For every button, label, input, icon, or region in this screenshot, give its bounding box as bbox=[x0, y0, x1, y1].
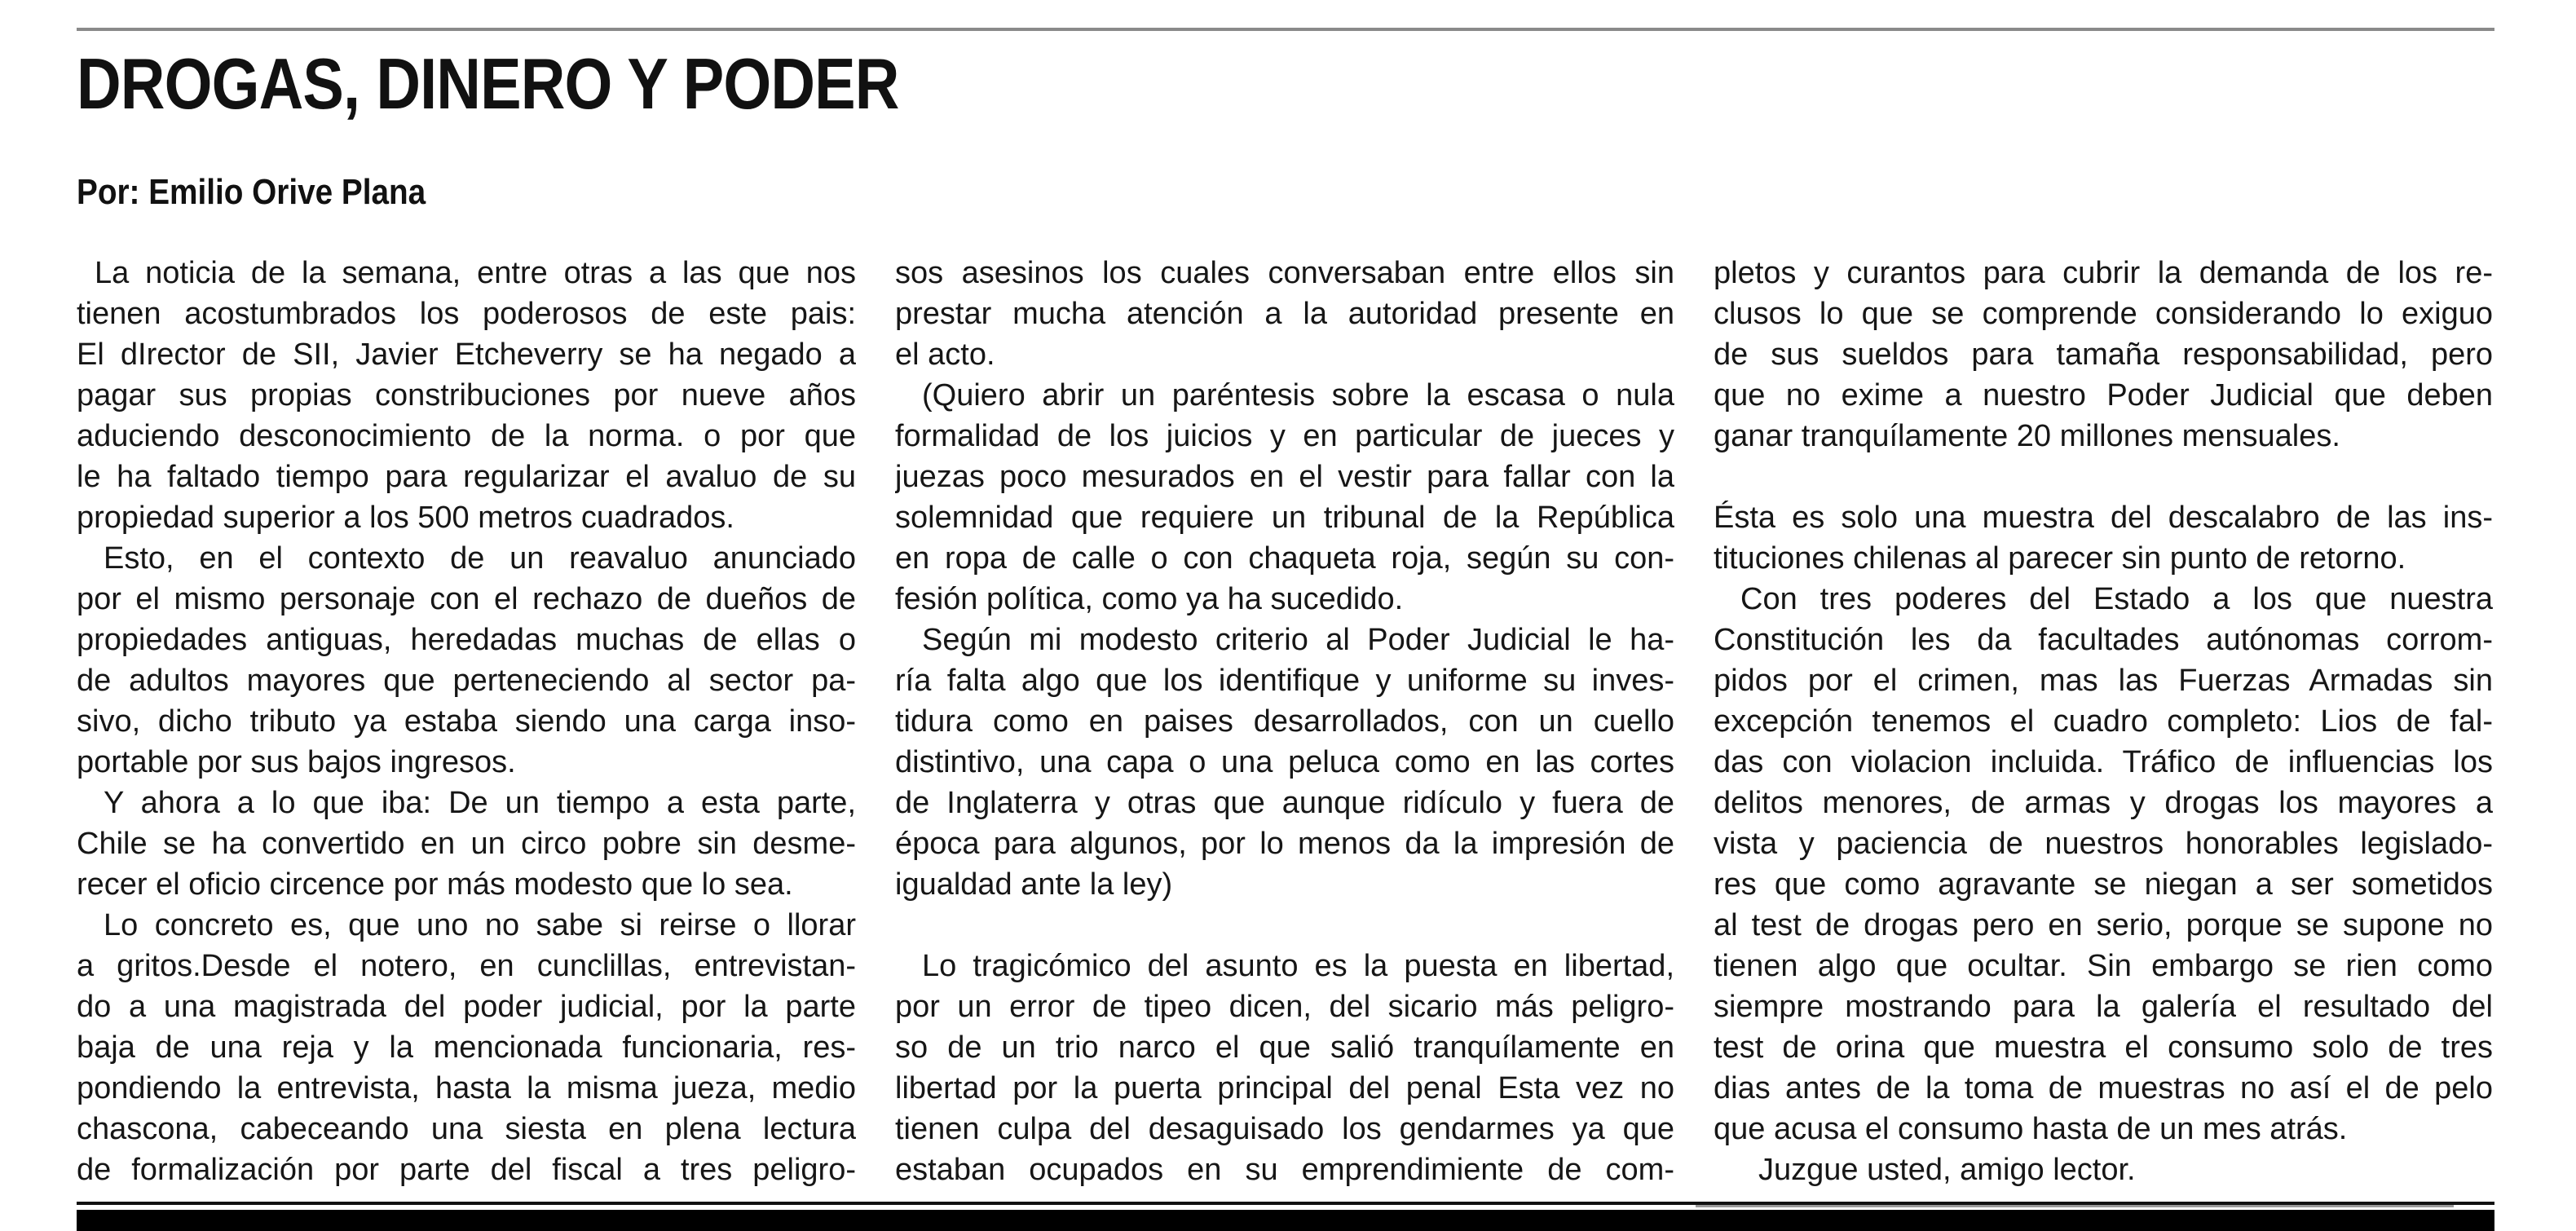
text-line: portable por sus bajos ingresos. bbox=[77, 745, 516, 779]
text-line: de formalización por parte del fiscal a tres peligro- bbox=[77, 1153, 856, 1187]
bottom-black-bar bbox=[77, 1210, 2494, 1231]
text-line: Lo tragicómico del asunto es la puesta en libertad, bbox=[922, 949, 1674, 983]
text-line: de Inglaterra y otras que aunque ridículo y fuera de bbox=[895, 786, 1674, 820]
text-line bbox=[1714, 457, 2493, 497]
text-line: Constitución les da facultades autónomas corrom- bbox=[1714, 623, 2493, 657]
text-line: La noticia de la semana, entre otras a las que nos bbox=[95, 256, 856, 290]
text-line: excepción tenemos el cuadro completo: Lios de fal- bbox=[1714, 704, 2493, 739]
text-line: siempre mostrando para la galería el resultado del bbox=[1714, 990, 2493, 1024]
text-line: por un error de tipeo dicen, del sicario más peligro- bbox=[895, 990, 1674, 1024]
text-line: res que como agravante se niegan a ser sometidos bbox=[1714, 867, 2493, 902]
text-line: libertad por la puerta principal del penal Esta vez no bbox=[895, 1071, 1674, 1105]
text-line: por el mismo personaje con el rechazo de dueños de bbox=[77, 582, 856, 616]
text-line: tidura como en paises desarrollados, con un cuello bbox=[895, 704, 1674, 739]
article-column-2 bbox=[895, 253, 1674, 1190]
text-line: prestar mucha atención a la autoridad presente en bbox=[895, 297, 1674, 331]
text-line: Lo concreto es, que uno no sabe si reirse o llorar bbox=[104, 908, 856, 942]
text-line: (Quiero abrir un paréntesis sobre la escasa o nula bbox=[922, 378, 1674, 413]
text-line: Y ahora a lo que iba: De un tiempo a esta parte, bbox=[104, 786, 856, 820]
text-line: de adultos mayores que perteneciendo al sector pa- bbox=[77, 664, 856, 698]
text-line: recer el oficio circence por más modesto que lo sea. bbox=[77, 867, 793, 902]
text-line: el acto. bbox=[895, 338, 995, 372]
text-line bbox=[895, 905, 1674, 946]
text-line: tienen culpa del desaguisado los gendarmes ya que bbox=[895, 1112, 1674, 1146]
bottom-gray-rule bbox=[1696, 1205, 2454, 1207]
text-line: Con tres poderes del Estado a los que nuestra bbox=[1740, 582, 2493, 616]
text-line: do a una magistrada del poder judicial, por la parte bbox=[77, 990, 856, 1024]
text-line: fesión política, como ya ha sucedido. bbox=[895, 582, 1404, 616]
text-line: a gritos.Desde el notero, en cunclillas, entrevistan- bbox=[77, 949, 856, 983]
text-line: sos asesinos los cuales conversaban entre ellos sin bbox=[895, 256, 1674, 290]
text-line: test de orina que muestra el consumo solo de tres bbox=[1714, 1030, 2493, 1065]
text-line: igualdad ante la ley) bbox=[895, 867, 1173, 902]
text-line: al test de drogas pero en serio, porque se supone no bbox=[1714, 908, 2493, 942]
text-line: propiedad superior a los 500 metros cuadrados. bbox=[77, 501, 734, 535]
article-headline: DROGAS, DINERO Y PODER bbox=[77, 43, 899, 124]
text-line: que no exime a nuestro Poder Judicial que deben bbox=[1714, 378, 2493, 413]
text-line: pondiendo la entrevista, hasta la misma jueza, medio bbox=[77, 1071, 856, 1105]
text-line: clusos lo que se comprende considerando lo exiguo bbox=[1714, 297, 2493, 331]
text-line: juezas poco mesurados en el vestir para fallar con la bbox=[895, 460, 1674, 494]
text-line: le ha faltado tiempo para regularizar el avaluo de su bbox=[77, 460, 856, 494]
text-line: sivo, dicho tributo ya estaba siendo una carga inso- bbox=[77, 704, 856, 739]
text-line: das con violacion incluida. Tráfico de influencias los bbox=[1714, 745, 2493, 779]
text-line: Según mi modesto criterio al Poder Judicial le ha- bbox=[922, 623, 1674, 657]
text-line: Chile se ha convertido en un circo pobre sin desme- bbox=[77, 827, 856, 861]
text-line: tienen algo que ocultar. Sin embargo se rien como bbox=[1714, 949, 2493, 983]
text-line: dias antes de la toma de muestras no así el de pelo bbox=[1714, 1071, 2493, 1105]
text-line: pidos por el crimen, mas las Fuerzas Armadas sin bbox=[1714, 664, 2493, 698]
text-line: época para algunos, por lo menos da la impresión de bbox=[895, 827, 1674, 861]
text-line: propiedades antiguas, heredadas muchas de ellas o bbox=[77, 623, 856, 657]
text-line: baja de una reja y la mencionada funcionaria, res- bbox=[77, 1030, 856, 1065]
text-line: estaban ocupados en su emprendimiente de com- bbox=[895, 1153, 1674, 1187]
article-byline: Por: Emilio Orive Plana bbox=[77, 172, 426, 212]
article-column-3 bbox=[1714, 253, 2493, 1190]
text-line: de sus sueldos para tamaña responsabilidad, pero bbox=[1714, 338, 2493, 372]
text-line: vista y paciencia de nuestros honorables legislado- bbox=[1714, 827, 2493, 861]
text-line: ganar tranquílamente 20 millones mensuales. bbox=[1714, 419, 2340, 453]
text-line: Juzgue usted, amigo lector. bbox=[1758, 1153, 2136, 1187]
text-line: Ésta es solo una muestra del descalabro de las ins- bbox=[1714, 501, 2493, 535]
text-line: delitos menores, de armas y drogas los mayores a bbox=[1714, 786, 2493, 820]
text-line: ría falta algo que los identifique y uniforme su inves- bbox=[895, 664, 1674, 698]
text-line: tienen acostumbrados los poderosos de este pais: bbox=[77, 297, 856, 331]
text-line: que acusa el consumo hasta de un mes atrás. bbox=[1714, 1112, 2348, 1146]
text-line: so de un trio narco el que salió tranquílamente en bbox=[895, 1030, 1674, 1065]
article-column-1 bbox=[77, 253, 856, 1190]
text-line: El dIrector de SII, Javier Etcheverry se ha negado a bbox=[77, 338, 856, 372]
top-rule bbox=[77, 28, 2494, 31]
text-line: Esto, en el contexto de un reavaluo anunciado bbox=[104, 541, 856, 576]
text-line: pletos y curantos para cubrir la demanda de los re- bbox=[1714, 256, 2493, 290]
text-line: formalidad de los juicios y en particular de jueces y bbox=[895, 419, 1674, 453]
text-line: aduciendo desconocimiento de la norma. o por que bbox=[77, 419, 856, 453]
text-line: en ropa de calle o con chaqueta roja, según su con- bbox=[895, 541, 1674, 576]
text-line: chascona, cabeceando una siesta en plena lectura bbox=[77, 1112, 856, 1146]
text-line: pagar sus propias constribuciones por nueve años bbox=[77, 378, 856, 413]
text-line: tituciones chilenas al parecer sin punto de retorno. bbox=[1714, 541, 2406, 576]
text-line: solemnidad que requiere un tribunal de la República bbox=[895, 501, 1674, 535]
text-line: distintivo, una capa o una peluca como en las cortes bbox=[895, 745, 1674, 779]
